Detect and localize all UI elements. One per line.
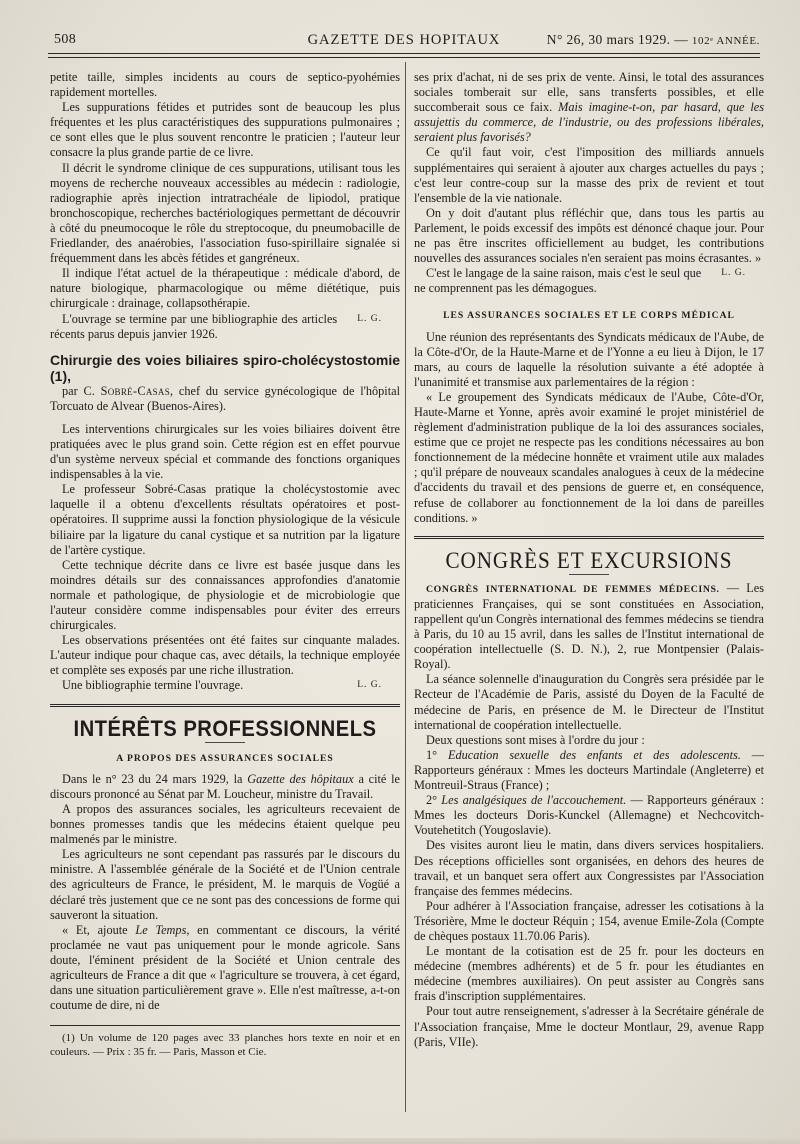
- section-title: CONGRÈS ET EXCURSIONS: [445, 547, 733, 573]
- article-subtitle: LES ASSURANCES SOCIALES ET LE CORPS MÉDICAL: [443, 310, 735, 322]
- left-column: [50, 70, 400, 1130]
- book-author-post: , chef du service gynécologique de l'hôpital Torcuato de Alvear (Buenos-Aires).: [50, 383, 400, 413]
- section-rule: [414, 536, 764, 539]
- paragraph: Cette technique décrite dans ce livre est basée jusque dans les moindres détails sur des connaissances approfondies d'anatomie normale et pathologique, de physiologie et de microbiologie que l'auteur considère comme indispensables pour éviter des erreurs chirurgicales.: [50, 557, 400, 633]
- text-run: — Les praticiennes Françaises, qui se sont constituées en Association, rappellent qu'un Congrès international des femmes médecins se tiendra à Paris, du 10 au 15 avril, dans les salles de l'Institut international de coopération intellectuelle (S. D. N.), 2, rue Montpensier (Palais-Royal).: [414, 580, 764, 672]
- paragraph: Pour adhérer à l'Association française, adresser les cotisations à la Trésorière, Mme le docteur Réquin ; 154, avenue Emile-Zola (Compte de chèques postaux 11.70.06 Paris).: [414, 898, 764, 943]
- paragraph: [50, 678, 400, 693]
- paragraph: Des visites auront lieu le matin, dans divers services hospitaliers. Des réceptions officielles sont organisées, en dehors des heures de travail, et un banquet sera offert aux Congressistes par l'Association française des femmes médecins.: [414, 838, 764, 898]
- book-author-pre: par C.: [62, 383, 95, 398]
- paragraph: Le professeur Sobré-Casas pratique la cholécystostomie avec laquelle il a obtenu d'excellents résultats opératoires et post-opératoires. Il supprime aussi la fonction physiologique de la vésicule biliaire par la ligature du canal cystique et sa nutrition par la ligature de l'artère cystique.: [50, 482, 400, 557]
- paragraph: A propos des assurances sociales, les agriculteurs recevaient de bonnes promesses tandis que les médecins étaient quelque peu malmenés par le ministre.: [50, 801, 400, 847]
- paragraph: Les suppurations fétides et putrides sont de beaucoup les plus fréquentes et les plus caractéristiques des suppurations pulmonaires ; ce sont elles que le plus souvent rencontre le praticien ; l'auteur leur consacre la plus grande partie de ce livre.: [50, 100, 400, 160]
- issue-date: N° 26, 30 mars 1929. —: [546, 32, 689, 47]
- issue-year: 102ᵉ ANNÉE.: [691, 35, 760, 47]
- paragraph: Le montant de la cotisation est de 25 fr. pour les docteurs en médecine (membres adhérents) et de 5 fr. pour les étudiantes en médecine (membres auxiliaires). On peut assister au Congrès sans frais d'inscription supplémentaires.: [414, 944, 764, 1004]
- italic-run: Les analgésiques de l'accouchement.: [441, 793, 627, 808]
- issue-info: [547, 32, 760, 48]
- italic-run: Gazette des hôpitaux: [247, 771, 354, 786]
- paragraph: [414, 793, 764, 838]
- text-run: — Rapporteurs généraux : Mmes les docteurs Martindale (Angleterre) et Montreuil-Straus (France) ;: [414, 747, 764, 793]
- paragraph-text: L'ouvrage se termine par une bibliographie des articles récents parus depuis janvier 1926.: [50, 311, 338, 341]
- paragraph: Pour tout autre renseignement, s'adresser à la Secrétaire générale de l'Association française, Mme le docteur Montlaur, 29, avenue Rapp (Paris, VIIe).: [414, 1004, 764, 1049]
- book-author-name: Sobré-Casas: [100, 383, 171, 398]
- italic-run: Le Temps: [135, 922, 187, 937]
- paragraph: Les observations présentées ont été faites sur cinquante malades. L'auteur indique pour chaque cas, avec détails, la technique employée et complète ses exposés par une riche illustration.: [50, 633, 400, 678]
- author-signature: L. G.: [357, 313, 382, 324]
- paragraph: [414, 748, 764, 793]
- section-rule: [50, 704, 400, 707]
- section-title: INTÉRÊTS PROFESSIONNELS: [73, 715, 377, 741]
- paragraph: Une réunion des représentants des Syndicats médicaux de l'Aube, de la Côte-d'Or, de la Haute-Marne et de l'Yonne a eu lieu à Dijon, le 17 mars, au cours de laquelle la résolution suivante a été adoptée à l'unanimité et transmise aux parlementaires de la région :: [414, 329, 764, 389]
- column-divider: [405, 62, 406, 1112]
- paragraph: [50, 923, 400, 1014]
- italic-run: Mais imagine-t-on, par hasard, que les assujettis du commerce, de l'industrie, ou des professions libérales, seraient plus favorisés?: [414, 100, 764, 145]
- footnote: (1) Un volume de 120 pages avec 33 planches hors texte en noir et en couleurs. — Prix : 35 fr. — Paris, Masson et Cie.: [50, 1032, 400, 1058]
- paragraph: Les agriculteurs ne sont cependant pas rassurés par le discours du ministre. A l'assemblée générale de la Société et de l'Union centrale des agriculteurs de France, le président, M. le marquis de Vogüé a déclaré très justement que ce ne sont pas des concessions de forme qui sauveront la situation.: [50, 847, 400, 922]
- paragraph: [50, 772, 400, 802]
- page-edge: [0, 1138, 800, 1144]
- header-rule-2: [48, 57, 760, 58]
- journal-title: GAZETTE DES HOPITAUX: [307, 32, 501, 48]
- article-subtitle: A PROPOS DES ASSURANCES SOCIALES: [116, 752, 334, 764]
- paragraph: Ce qu'il faut voir, c'est l'imposition des milliards annuels supplémentaires qui seraient à ajouter aux charges actuelles du pays ; c'est leur contre-coup sur la masse des prix de revient et tout l'ensemble de la vie nationale.: [414, 145, 764, 205]
- author-signature: L. G.: [357, 680, 382, 691]
- footnote-rule: [50, 1025, 400, 1026]
- ornament-rule: [205, 742, 245, 743]
- paragraph: [414, 266, 764, 296]
- page-number: 508: [54, 32, 77, 47]
- paragraph: Les interventions chirurgicales sur les voies biliaires doivent être pratiquées avec le plus grand soin. Cette région est en effet pourvue d'un système nerveux spécial et commande des fonctions organiques indispensables à la vie.: [50, 421, 400, 482]
- text-run: , en commentant ce discours, la vérité proclamée ne vaut pas uniquement pour le monde agricole. Sans doute, l'éminent président de la Société et Union centrale des agriculteurs de France a dit que « l'agriculture se trouvera, à cet égard, dans une situation particulièrement grave ». Elle n'est maîtresse, a-t-on coutume de dire, ni de: [50, 922, 400, 1013]
- paragraph: Il décrit le syndrome clinique de ces suppurations, utilisant tous les moyens de recherche nouveaux accessibles au médecin : radiologie, radiographie après injection intratrachéale de lipiodol, pratique bronchoscopique, recherches bactériologiques permettant de découvrir à côté du pneumocoque le rôle du streptocoque, du pneumobacille de Friedlander, des anaérobies, l'association fuso-spirillaire signalée si fréquemment dans les abcès fétides et gangréneux.: [50, 160, 400, 266]
- paragraph: [50, 312, 400, 342]
- text-run: a cité le discours prononcé au Sénat par M. Loucheur, ministre du Travail.: [50, 771, 400, 801]
- text-run: — Rapporteurs généraux : Mmes les docteurs Doris-Kunckel (Allemagne) et Nechcovitch-Voutehetitch (Yougoslavie).: [414, 793, 764, 838]
- book-title: Chirurgie des voies biliaires spiro-cholécystostomie (1),: [50, 351, 400, 384]
- text-run: ses prix d'achat, ni de ses prix de vente. Ainsi, le total des assurances sociales tomberait sur elle, sans transferts possibles, et elle succomberait sous ce faix.: [414, 70, 764, 115]
- text-run: « Et, ajoute: [62, 922, 128, 937]
- inline-heading: CONGRÈS INTERNATIONAL DE FEMMES MÉDECINS.: [426, 583, 720, 595]
- paragraph: [414, 581, 764, 673]
- text-run: 2°: [426, 793, 442, 808]
- paragraph-text: C'est le langage de la saine raison, mais c'est le seul que ne comprennent pas les démagogues.: [414, 266, 702, 296]
- text-run: Dans le n° 23 du 24 mars 1929, la: [62, 771, 243, 786]
- text-run: 1°: [426, 747, 448, 762]
- paragraph: La séance solennelle d'inauguration du Congrès sera présidée par le Recteur de l'Académie de Paris, assisté du Doyen de la Faculté de médecine de Paris, en présence de M. le Directeur de l'Institut international de coopération intellectuelle.: [414, 672, 764, 732]
- page-header: [48, 30, 760, 52]
- paragraph: [414, 70, 764, 145]
- ornament-rule: [569, 574, 609, 575]
- header-rule: [48, 53, 760, 54]
- paragraph: Il indique l'état actuel de la thérapeutique : médicale d'abord, de nature biologique, pharmacologique ou même diététique, puis chirurgicale : drainage, collapsothérapie.: [50, 266, 400, 311]
- paragraph: petite taille, simples incidents au cours de septico-pyohémies rapidement mortelles.: [50, 70, 400, 100]
- right-column: [414, 70, 764, 1130]
- italic-run: Education sexuelle des enfants et des adolescents.: [447, 747, 741, 762]
- paragraph: « Le groupement des Syndicats médicaux de l'Aube, Côte-d'Or, Haute-Marne et Yonne, après avoir examiné le projet ministériel de règlement d'administration publique de la loi des assurances sociales, estime que ce projet ne respecte pas les conditions nécessaires au bon fonctionnement de la médecine honnête et vraiment utile aux malades ; qu'il prépare de nouveaux scandales analogues à ceux de la médecine d'accidents du travail et des pensions de guerre et, en conséquence, refuse de collaborer au fonctionnement de la loi dans de pareilles conditions. »: [414, 389, 764, 525]
- paragraph: On y doit d'autant plus réfléchir que, dans tous les partis au Parlement, le poids excessif des impôts est dénoncé chaque jour. Pour ne pas être inscrites officiellement au budget, les contributions nouvelles des assurances sociales n'en seraient pas moins écrasantes. »: [414, 205, 764, 266]
- paragraph: Deux questions sont mises à l'ordre du jour :: [426, 732, 645, 747]
- paragraph-text: Une bibliographie termine l'ouvrage.: [62, 678, 244, 693]
- author-signature: L. G.: [721, 268, 746, 279]
- book-author: [50, 384, 400, 414]
